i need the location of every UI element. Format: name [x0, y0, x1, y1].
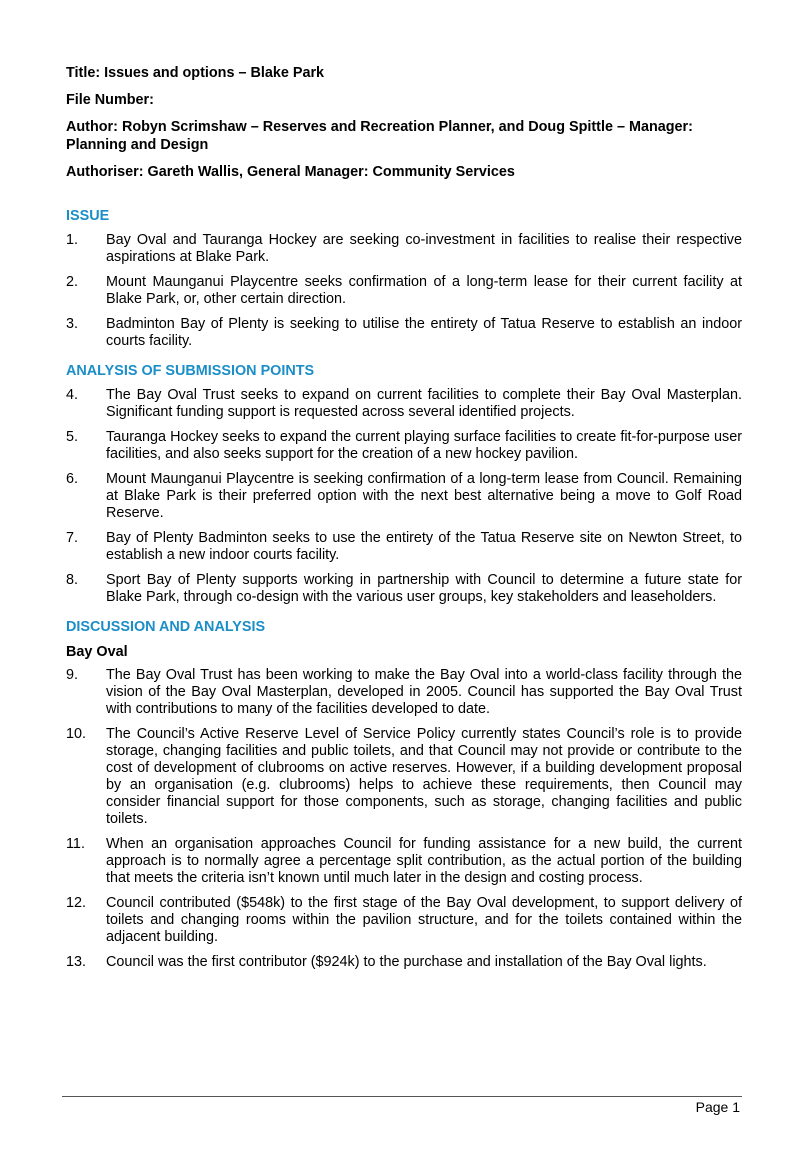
author-line: Author: Robyn Scrimshaw – Reserves and Recreation Planner, and Doug Spittle – Manager: Planning and Design — [66, 119, 693, 153]
item-text: Council was the first contributor ($924k) to the purchase and installation of the Bay Oval lights. — [106, 954, 707, 970]
list-item — [66, 232, 742, 266]
subheading-bay-oval: Bay Oval — [66, 644, 128, 660]
item-number: 7. — [66, 530, 79, 546]
item-number: 5. — [66, 429, 79, 445]
item-text: Bay of Plenty Badminton seeks to use the entirety of the Tatua Reserve site on Newton Street, to establish a new indoor courts facility. — [106, 530, 742, 563]
item-number: 12. — [66, 895, 87, 911]
doc-title: Title: Issues and options – Blake Park — [66, 65, 325, 81]
document-page — [66, 64, 742, 979]
item-number: 9. — [66, 667, 79, 683]
item-text: Bay Oval and Tauranga Hockey are seeking co-investment in facilities to realise their respective aspirations at Blake Park. — [106, 232, 742, 265]
item-text: The Bay Oval Trust has been working to make the Bay Oval into a world-class facility through the vision of the Bay Oval Masterplan, developed in 2005. Council has supported the Bay Oval Trust with contributions to many of the facilities developed to date. — [106, 667, 742, 717]
section-heading-discussion: DISCUSSION AND ANALYSIS — [66, 619, 266, 635]
item-number: 8. — [66, 572, 79, 588]
list-item — [66, 954, 742, 971]
item-text: The Bay Oval Trust seeks to expand on current facilities to complete their Bay Oval Masterplan. Significant funding support is requested across several identified projects. — [106, 387, 742, 420]
item-text: The Council’s Active Reserve Level of Service Policy currently states Council’s role is to provide storage, changing facilities and public toilets, and that Council may not provide or contribute to the cost of development of clubrooms on active reserves. However, if a building development proposal by an organisation (e.g. clubrooms) helps to achieve these requirements, then Council may consider financial support for those components, such as storage, changing facilities and public toilets. — [106, 726, 742, 827]
page-number: Page 1 — [695, 1099, 740, 1115]
item-text: Mount Maunganui Playcentre is seeking confirmation of a long-term lease from Council. Remaining at Blake Park is their preferred option with the next best alternative being a move to Golf Road Reserve. — [106, 471, 742, 521]
item-number: 1. — [66, 232, 79, 248]
list-item — [66, 387, 742, 421]
list-item — [66, 530, 742, 564]
item-text: Sport Bay of Plenty supports working in partnership with Council to determine a future state for Blake Park, through co-design with the various user groups, key stakeholders and leaseholders. — [106, 572, 742, 605]
section-heading-analysis: ANALYSIS OF SUBMISSION POINTS — [66, 363, 315, 379]
item-text: Mount Maunganui Playcentre seeks confirmation of a long-term lease for their current facility at Blake Park, or, other certain direction. — [106, 274, 742, 307]
item-text: When an organisation approaches Council for funding assistance for a new build, the current approach is to normally agree a percentage split contribution, as the actual portion of the building that meets the criteria isn’t known until much later in the design and costing process. — [106, 836, 742, 886]
list-item — [66, 429, 742, 463]
footer-divider — [62, 1096, 742, 1097]
item-text: Council contributed ($548k) to the first stage of the Bay Oval development, to support delivery of toilets and changing rooms within the pavilion structure, and for the toilets contained within the adjacent building. — [106, 895, 742, 945]
list-item — [66, 316, 742, 350]
item-number: 11. — [66, 836, 85, 852]
item-number: 4. — [66, 387, 79, 403]
item-number: 13. — [66, 954, 87, 970]
item-text: Badminton Bay of Plenty is seeking to utilise the entirety of Tatua Reserve to establish an indoor courts facility. — [106, 316, 742, 349]
item-number: 10. — [66, 726, 87, 742]
item-text: Tauranga Hockey seeks to expand the current playing surface facilities to create fit-for-purpose user facilities, and also seeks support for the creation of a new hockey pavilion. — [106, 429, 742, 462]
item-number: 6. — [66, 471, 79, 487]
section-heading-issue: ISSUE — [66, 208, 110, 224]
issue-list — [66, 232, 742, 350]
analysis-list — [66, 387, 742, 606]
authoriser-line: Authoriser: Gareth Wallis, General Manager: Community Services — [66, 164, 515, 180]
list-item — [66, 726, 742, 828]
list-item — [66, 471, 742, 522]
file-number: File Number: — [66, 92, 154, 108]
item-number: 2. — [66, 274, 79, 290]
discussion-list — [66, 667, 742, 971]
list-item — [66, 667, 742, 718]
list-item — [66, 895, 742, 946]
list-item — [66, 274, 742, 308]
item-number: 3. — [66, 316, 79, 332]
list-item — [66, 572, 742, 606]
list-item — [66, 836, 742, 887]
